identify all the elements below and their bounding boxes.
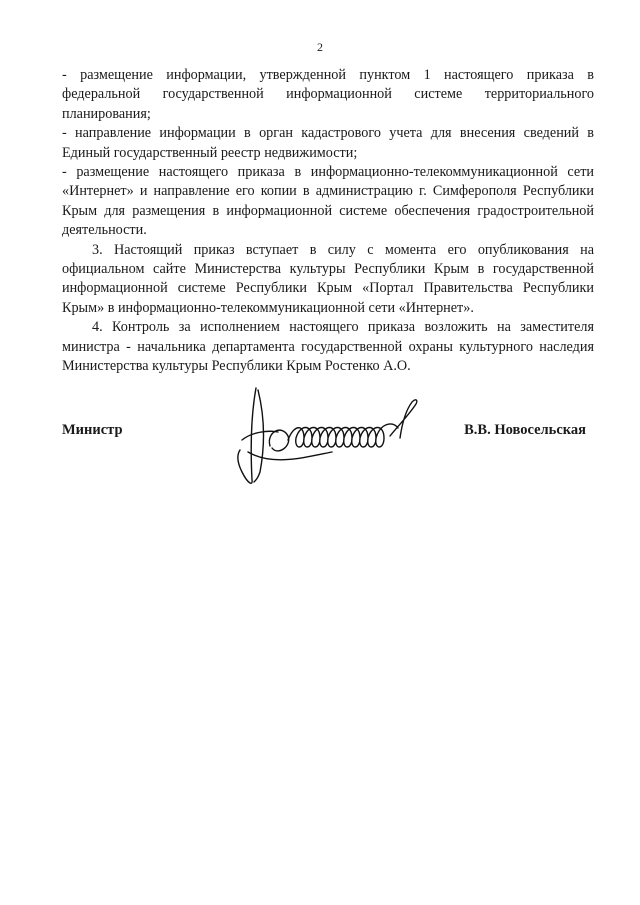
paragraph-bullet-internet-publication: - размещение настоящего приказа в информационно-телекоммуникационной сети «Интернет» и направление его копии в администрацию г. Симферополя Республики Крым для размещения в информационной системе обеспечения градостроительной деятельности.: [62, 164, 594, 239]
paragraph-bullet-territorial-planning: - размещение информации, утвержденной пунктом 1 настоящего приказа в федеральной государственной информационной системе территориального планирования;: [62, 67, 594, 122]
signer-name: В.В. Новосельская: [464, 422, 586, 438]
paragraph-bullet-cadastral-registry: - направление информации в орган кадастрового учета для внесения сведений в Единый государственный реестр недвижимости;: [62, 125, 594, 161]
signature-block: [62, 380, 594, 500]
document-body: [62, 66, 594, 377]
page-number: 2: [317, 40, 323, 54]
paragraph-item-3-effective-date: 3. Настоящий приказ вступает в силу с момента его опубликования на официальном сайте Министерства культуры Республики Крым в государственной информационной системе Республики Крым «Портал Правительства Республики Крым» в информационно-телекоммуникационной сети «Интернет».: [62, 241, 594, 316]
handwritten-signature: [212, 380, 462, 490]
paragraph-item-4-control: 4. Контроль за исполнением настоящего приказа возложить на заместителя министра - начальника департамента государственной охраны культурного наследия Министерства культуры Республики Крым Ростенко А.О.: [62, 319, 594, 375]
signer-position: Министр: [62, 422, 123, 438]
